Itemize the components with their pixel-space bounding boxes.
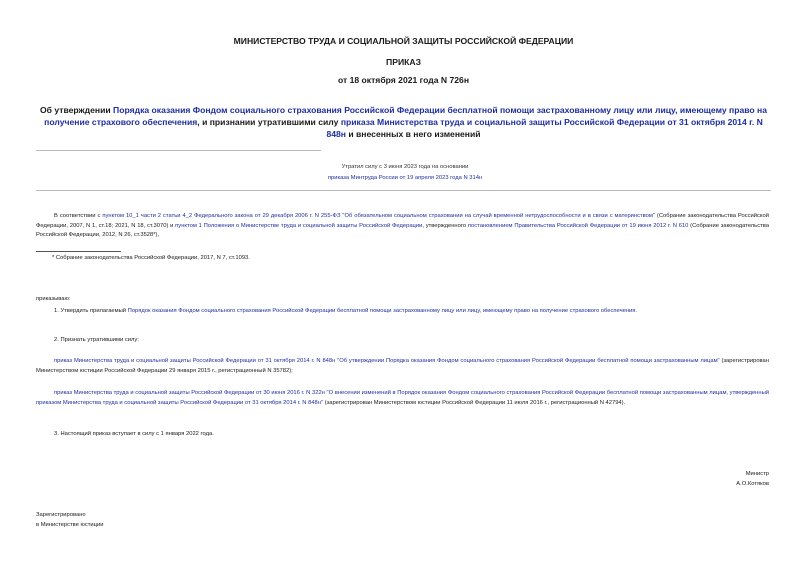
repeal-2-text: (зарегистрирован Министерством юстиции Российской Федерации 11 июля 2016 г., регистрационный N 42794). <box>323 399 626 406</box>
item-2: 2. Признать утратившими силу: <box>54 337 139 343</box>
signature-name: А.О.Котяков <box>736 481 769 487</box>
item-1-text: 1. Утвердить прилагаемый <box>54 308 128 314</box>
order-date: от 18 октября 2021 года N 726н <box>337 75 470 85</box>
title-mid: , и признании утратившими силу <box>197 117 341 127</box>
divider-short <box>36 150 321 151</box>
repeal-2-link[interactable]: приказ Министерства труда и социальной защиты Российской Федерации от 30 июня 2016 г. N 322н "О внесении изменений в Порядок оказания Фондом социального страхования Российской Федерации бесплатной помощи застрахованным лицам, утвержденный приказом Министерства труда и социальной защиты Российской Федерации от 31 октября 2014 г. N 848н" <box>36 390 769 406</box>
title-link-procedure[interactable]: Порядка оказания Фондом социального страхования Российской Федерации бесплатной помощи застрахованному лицу или лицу, имеющему право на получение страхового обеспечения <box>44 105 767 127</box>
signature-position: Министр <box>745 471 769 477</box>
item-3: 3. Настоящий приказ вступает в силу с 1 января 2022 года. <box>54 431 214 437</box>
order-verb: приказываю: <box>36 296 71 302</box>
divider-full <box>36 190 771 191</box>
preamble-text-3: , утвержденного <box>422 222 468 229</box>
preamble-text-4: (Собрание законодательства Российской Федерации, 2012, N 26, ст.3528*), <box>36 222 769 238</box>
preamble-link-federal-law[interactable]: пунктом 10_1 части 2 статьи 4_2 Федерального закона от 29 декабря 2006 г. N 255-ФЗ "Об обязательном социальном страховании на случай временной нетрудоспособности и в связи с материнством" <box>102 213 655 219</box>
preamble-paragraph <box>36 212 769 241</box>
registered-line-2: в Министерстве юстиции <box>36 522 104 528</box>
item-1-end: . <box>635 308 638 314</box>
title-suffix: и внесенных в него изменений <box>345 129 481 139</box>
footnote: * Собрание законодательства Российской Федерации, 2017, N 7, ст.1093. <box>52 255 250 261</box>
repeal-2 <box>36 389 769 408</box>
title-link-order-848n[interactable]: приказа Министерства труда и социальной защиты Российской Федерации от 31 октября 2014 г. N 848н <box>326 117 763 139</box>
ministry-heading: МИНИСТЕРСТВО ТРУДА И СОЦИАЛЬНОЙ ЗАЩИТЫ РОССИЙСКОЙ ФЕДЕРАЦИИ <box>233 36 574 46</box>
status-link-wrapper <box>240 175 570 181</box>
registered-line-1: Зарегистрировано <box>36 512 86 518</box>
repeal-1-text: (зарегистрирован Министерством юстиции Российской Федерации 29 января 2015 г., регистрационный N 35782); <box>36 358 769 374</box>
footnote-divider <box>36 251 121 252</box>
status-note: Утратил силу с 3 июня 2023 года на основании <box>341 164 469 170</box>
item-1-link-procedure[interactable]: Порядок оказания Фондом социального страхования Российской Федерации бесплатной помощи застрахованному лицу или лицу, имеющему право на получение страхового обеспечения <box>127 308 636 314</box>
preamble-link-regulation[interactable]: пунктом 1 Положения о Министерстве труда и социальной защиты Российской Федерации <box>175 222 423 229</box>
title-prefix: Об утверждении <box>40 105 114 115</box>
status-link[interactable]: приказа Минтруда России от 19 апреля 2023 года N 314н <box>327 175 483 181</box>
item-1 <box>36 307 769 317</box>
repeal-1 <box>36 357 769 376</box>
preamble-link-resolution[interactable]: постановлением Правительства Российской Федерации от 19 июня 2012 г. N 610 <box>467 222 689 229</box>
repeal-1-link[interactable]: приказ Министерства труда и социальной защиты Российской Федерации от 31 октября 2014 г. N 848н "Об утверждении Порядка оказания Фондом социального страхования Российской Федерации бесплатной помощи застрахованным лицам" <box>54 358 720 364</box>
preamble-text-2: (Собрание законодательства Российской Федерации, 2007, N 1, ст.18; 2021, N 18, ст.3070) и <box>36 213 769 229</box>
order-heading: ПРИКАЗ <box>386 57 421 67</box>
document-title <box>36 104 771 140</box>
preamble-text-1: В соответствии с <box>54 213 103 219</box>
